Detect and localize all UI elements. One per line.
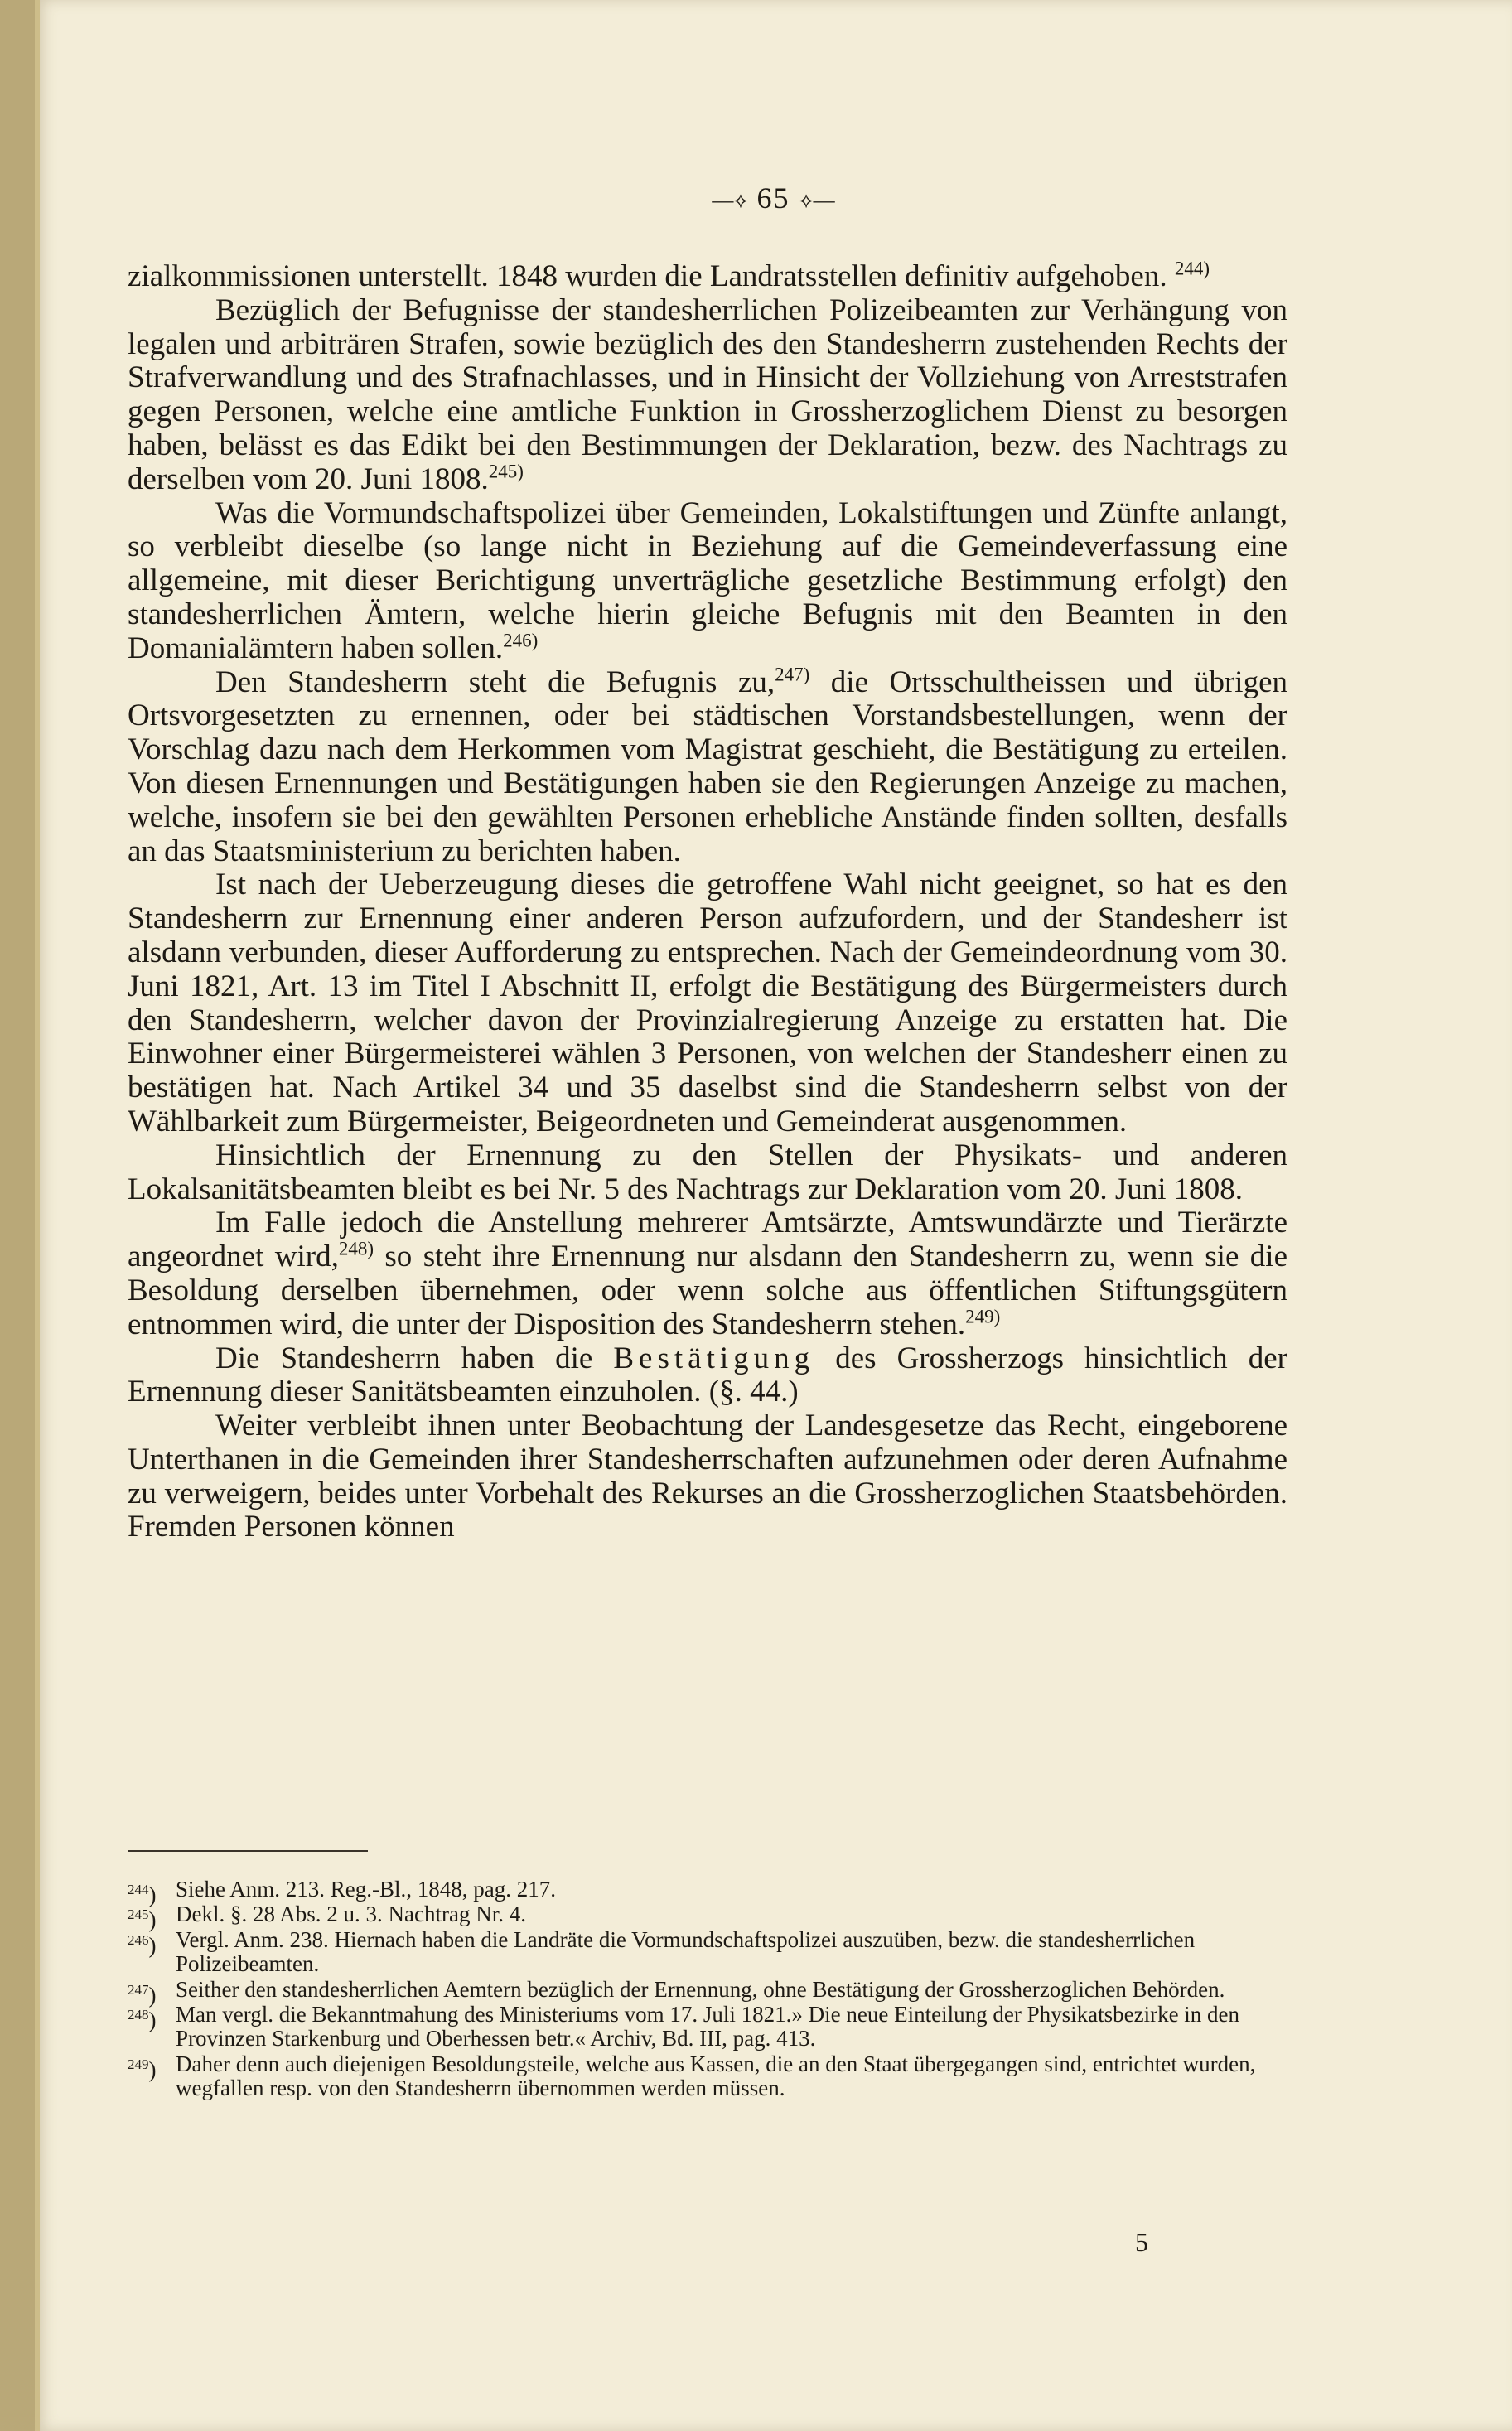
footnote: $^{244}$) Siehe Anm. 213. Reg.-Bl., 1848, pag. 217. <box>128 1877 556 1907</box>
body-text <box>128 260 1287 1544</box>
page-number: 65 <box>756 181 790 215</box>
book-page <box>35 0 1512 2431</box>
footnote: $^{247}$) Seither den standesherrlichen Aemtern bezüglich der Ernennung, ohne Bestätigung der Grossherzoglichen Behörden. <box>128 1976 1225 2008</box>
paragraph: Weiter verbleibt ihnen unter Beobachtung der Landesgesetze das Recht, eingeborene Unterthanen in die Gemeinden ihrer Standesherrschaften aufzunehmen oder deren Aufnahme zu verweigern, beides unter Vorbehalt des Rekurses an die Grossherzoglichen Staatsbehörden. Fremden Personen können <box>128 1409 1287 1544</box>
spaced-emphasis: Bestätigung <box>613 1341 815 1375</box>
footnotes <box>128 1878 1287 2102</box>
paragraph: Im Falle jedoch die Anstellung mehrerer Amtsärzte, Amtswundärzte und Tierärzte angeordnet wird,$^{248)}$ so steht ihre Ernennung nur alsdann den Standesherrn zu, wenn sie die Besoldung derselben übernehmen, oder wenn solche aus öffentlichen Stiftungsgütern entnommen wird, die unter der Disposition des Standesherrn stehen.$^{249)}$ <box>128 1206 1287 1341</box>
footnote-number: 244 <box>128 1882 149 1897</box>
footnote-ref: 246) <box>503 630 539 651</box>
paragraph: zialkommissionen unterstellt. 1848 wurden die Landratsstellen definitiv aufgehoben. $^{244)}$ <box>128 258 1210 293</box>
paragraph: Den Standesherrn steht die Befugnis zu,$^{247)}$ die Ortsschultheissen und übrigen Ortsvorgesetzten zu ernennen, oder bei städtischen Vorstandsbestellungen, wenn der Vorschlag dazu nach dem Herkommen vom Magistrat geschieht, die Bestätigung zu erteilen. Von diesen Ernennungen und Bestätigungen haben sie den Regierungen Anzeige zu machen, welche, insofern sie bei den gewählten Personen erhebliche Anstände finden sollten, desfalls an das Staatsministerium zu berichten haben. <box>128 664 1288 868</box>
footnote: $^{245}$) Dekl. §. 28 Abs. 2 u. 3. Nachtrag Nr. 4. <box>128 1902 526 1933</box>
footnote-ref: 247) <box>775 664 810 685</box>
footnote-number: 248 <box>128 2007 149 2023</box>
footnote-ref: 249) <box>965 1306 1001 1327</box>
footnote-ref: 244) <box>1174 258 1210 279</box>
footnote-number: 246 <box>128 1931 149 1948</box>
signature-mark: 5 <box>1135 2227 1148 2257</box>
left-ornament-icon: —⟡ <box>712 188 748 213</box>
footnote-ref: 245) <box>488 461 524 482</box>
footnote-number: 245 <box>128 1907 149 1923</box>
paragraph: Was die Vormundschaftspolizei über Gemeinden, Lokalstiftungen und Zünfte anlangt, so verbleibt dieselbe (so lange nicht in Beziehung auf die Gemeindeverfassung eine allgemeine, mit dieser Berichtigung unverträgliche gesetzliche Bestimmung erfolgt) den standesherrlichen Ämtern, welche hierin gleiche Befugnis mit den Beamten in den Domanialämtern haben sollen.$^{246)}$ <box>128 495 1287 665</box>
footnote: $^{248}$) Man vergl. die Bekanntmahung des Ministeriums vom 17. Juli 1821.» Die neue Einteilung der Physikatsbezirke in den Provinzen Starkenburg und Oberhessen betr.« Archiv, Bd. III, pag. 413. <box>128 2002 1240 2052</box>
footnote: $^{249}$) Daher denn auch diejenigen Besoldungsteile, welche aus Kassen, die an den Staat übergegangen sind, entrichtet wurden, wegfallen resp. von den Standesherrn übernommen werden müssen. <box>128 2051 1256 2101</box>
footnote-number: 247 <box>128 1981 149 1998</box>
footnote: $^{246}$) Vergl. Anm. 238. Hiernach haben die Landräte die Vormundschaftspolizei auszuüben, bezw. die standesherrlichen Polizeibeamten. <box>128 1926 1196 1977</box>
right-ornament-icon: ⟡— <box>799 188 835 213</box>
footnote-divider <box>128 1850 368 1852</box>
paragraph: Ist nach der Ueberzeugung dieses die getroffene Wahl nicht geeignet, so hat es den Standesherrn zur Ernennung einer anderen Person aufzufordern, und der Standesherr ist alsdann verbunden, dieser Aufforderung zu entsprechen. Nach der Gemeindeordnung vom 30. Juni 1821, Art. 13 im Titel I Abschnitt II, erfolgt die Bestätigung des Bürgermeisters durch den Standesherrn, welcher davon der Provinzialregierung Anzeige zu erstatten hat. Die Einwohner einer Bürgermeisterei wählen 3 Personen, von welchen der Standesherr einen zu bestätigen hat. Nach Artikel 34 und 35 daselbst sind die Standesherrn selbst von der Wählbarkeit zum Bürgermeister, Beigeordneten und Gemeinderat ausgenommen. <box>128 868 1287 1138</box>
running-header <box>35 181 1512 215</box>
paragraph: Die Standesherrn haben die Bestätigung des Grossherzogs hinsichtlich der Ernennung dieser Sanitätsbeamten einzuholen. (§. 44.) <box>128 1341 1287 1409</box>
paragraph: Bezüglich der Befugnisse der standesherrlichen Polizeibeamten zur Verhängung von legalen und arbiträren Strafen, sowie bezüglich des den Standesherrn zustehenden Rechts der Strafverwandlung und des Strafnachlasses, und in Hinsicht der Vollziehung von Arreststrafen gegen Personen, welche eine amtliche Funktion in Grossherzoglichem Dienst zu besorgen haben, belässt es das Edikt bei den Bestimmungen der Deklaration, bezw. des Nachtrags zu derselben vom 20. Juni 1808.$^{245)}$ <box>128 292 1287 496</box>
footnote-number: 249 <box>128 2056 149 2072</box>
footnote-ref: 248) <box>338 1238 374 1259</box>
paragraph: Hinsichtlich der Ernennung zu den Stellen der Physikats- und anderen Lokalsanitätsbeamten bleibt es bei Nr. 5 des Nachtrags zur Deklaration vom 20. Juni 1808. <box>128 1138 1287 1206</box>
